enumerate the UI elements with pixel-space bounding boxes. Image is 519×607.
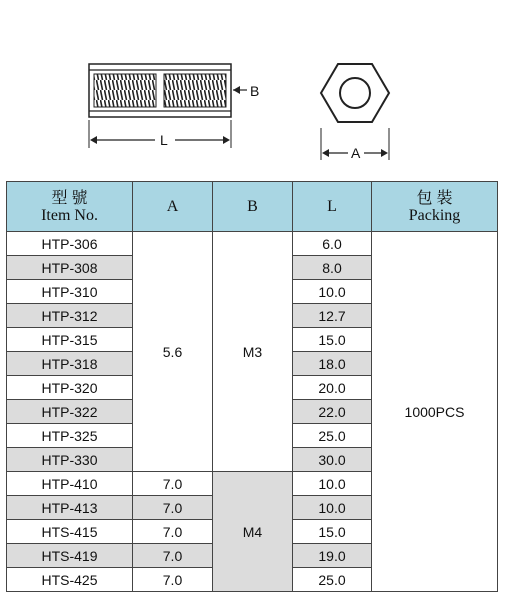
- l-cell: 20.0: [293, 376, 372, 400]
- header-item-en: Item No.: [41, 206, 98, 224]
- header-l: L: [293, 182, 372, 232]
- item-cell: HTP-315: [7, 328, 133, 352]
- dimension-l: [89, 120, 231, 148]
- l-cell: 19.0: [293, 544, 372, 568]
- l-cell: 18.0: [293, 352, 372, 376]
- l-cell: 30.0: [293, 448, 372, 472]
- item-cell: HTS-415: [7, 520, 133, 544]
- header-item-no: [7, 182, 133, 232]
- l-cell: 15.0: [293, 520, 372, 544]
- item-cell: HTP-330: [7, 448, 133, 472]
- l-cell: 6.0: [293, 232, 372, 256]
- item-cell: HTP-410: [7, 472, 133, 496]
- l-cell: 10.0: [293, 472, 372, 496]
- l-cell: 15.0: [293, 328, 372, 352]
- l-cell: 12.7: [293, 304, 372, 328]
- dimension-a: [321, 128, 389, 161]
- l-cell: 25.0: [293, 424, 372, 448]
- spec-table: [6, 181, 498, 592]
- b-cell-group2: M4: [213, 472, 293, 592]
- header-packing-cn: 包 裝: [416, 189, 453, 207]
- a-cell: 7.0: [133, 520, 213, 544]
- item-cell: HTP-306: [7, 232, 133, 256]
- l-cell: 10.0: [293, 496, 372, 520]
- header-item-cn: 型 號: [51, 189, 88, 207]
- a-cell: 7.0: [133, 544, 213, 568]
- l-cell: 8.0: [293, 256, 372, 280]
- item-cell: HTP-325: [7, 424, 133, 448]
- dim-l-label: L: [160, 132, 168, 148]
- a-cell: 7.0: [133, 496, 213, 520]
- b-cell-group1: M3: [213, 232, 293, 472]
- hex-end-view: [321, 64, 389, 122]
- item-cell: HTS-419: [7, 544, 133, 568]
- header-a: A: [133, 182, 213, 232]
- l-cell: 10.0: [293, 280, 372, 304]
- a-cell: 7.0: [133, 472, 213, 496]
- packing-cell: 1000PCS: [372, 232, 498, 592]
- item-cell: HTS-425: [7, 568, 133, 592]
- l-cell: 25.0: [293, 568, 372, 592]
- l-cell: 22.0: [293, 400, 372, 424]
- item-cell: HTP-308: [7, 256, 133, 280]
- item-cell: HTP-322: [7, 400, 133, 424]
- a-cell-group1: 5.6: [133, 232, 213, 472]
- item-cell: HTP-320: [7, 376, 133, 400]
- header-packing-en: Packing: [408, 206, 461, 224]
- item-cell: HTP-318: [7, 352, 133, 376]
- item-cell: HTP-312: [7, 304, 133, 328]
- dim-a-label: A: [351, 145, 361, 161]
- table-header-row: [7, 182, 498, 232]
- header-b: B: [213, 182, 293, 232]
- standoff-drawing: [0, 0, 519, 180]
- item-cell: HTP-413: [7, 496, 133, 520]
- standoff-side-view: [89, 64, 231, 117]
- item-cell: HTP-310: [7, 280, 133, 304]
- header-packing: [372, 182, 498, 232]
- a-cell: 7.0: [133, 568, 213, 592]
- dim-b-label: B: [250, 83, 260, 99]
- dimension-b: [233, 83, 259, 99]
- table-row: [7, 232, 498, 256]
